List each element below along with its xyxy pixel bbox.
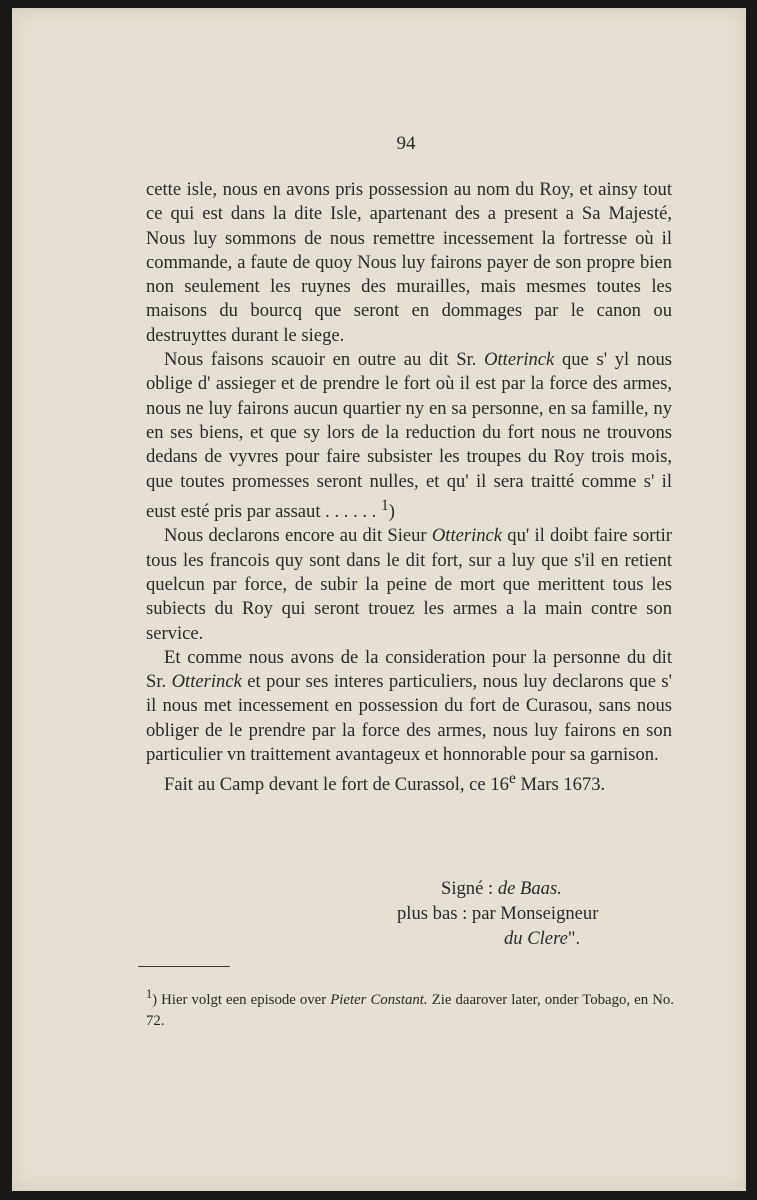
footnote-italic: Pieter Constant. [330,991,428,1008]
footnote-reference-paren: ) [388,501,395,523]
text-segment: cette isle, nous en avons pris possession au nom du Roy, et ainsy tout ce qui est dans la dite Isle, apartenant des a present a Sa Majesté, Nous luy sommons de nous remettre incessement la fortresse où il commande, a faute de quoy Nous luy fairons payer de son propre bien non seulement les ruynes des murailles, mais mesmes toutes les maisons du bourcq que seront en dommages par le canon ou destruyttes durant le siege. [146,179,672,346]
signed-label: Signé : [441,878,498,899]
footnote-marker-paren: ) [152,991,158,1008]
text-segment: Nous declarons encore au dit Sieur [164,525,432,547]
paragraph-2 [146,348,672,524]
paragraph-1 [146,178,672,348]
closing-quote: ". [567,928,581,949]
signature-line-1 [441,878,562,900]
footnote [146,984,674,1032]
paragraph-4 [146,646,672,767]
text-segment: Nous faisons scauoir en outre au dit Sr. [164,349,485,371]
signature-line-2: plus bas : par Monseigneur [397,903,599,924]
italic-name: Otterinck [171,671,242,693]
superscript-e: e [508,770,516,788]
paragraph-3 [146,524,672,645]
text-segment: qu' il doibt faire sortir tous les francois quy sont dans le dit fort, sur a luy que s'il en retient quelcun par force, de subir la peine de mort que merittent tous les subiects du Roy qui seront trouez les armes a la main contre son service. [146,525,672,644]
body-text [146,178,672,798]
footnote-reference: 1 [380,496,389,514]
footnote-text: Hier volgt een episode over [157,991,331,1008]
page-number: 94 [396,133,416,154]
italic-name: Otterinck [431,525,503,547]
signature-line-3 [504,928,580,950]
text-segment: que s' yl nous oblige d' assieger et de prendre le fort où il est par la force des armes, nous ne luy fairons aucun quartier ny en sa personne, en sa famille, ny en ses biens, et que sy lors de la reduction du fort nous ne trouvons dedans de vyvres pour faire subsister les troupes du Roy trois mois, que toutes promesses seront nulles, et qu' il sera traitté comme s' il eust esté pris par assaut . . . . . . [146,349,672,523]
text-segment: Et comme nous avons de la consideration pour la personne du dit Sr. [146,646,672,693]
footnote-marker: 1 [146,987,153,1001]
paragraph-5 [146,767,672,797]
text-segment: Fait au Camp devant le fort de Curassol, ce 16 [164,774,509,796]
footnote-text: Zie daarover later, onder Tobago, en No. 72. [146,991,674,1029]
secretary-name: du Clere [504,928,568,949]
footnote-divider [138,966,230,967]
italic-name: Otterinck [484,349,555,371]
text-segment: et pour ses interes particuliers, nous luy declarons que s' il nous met incessement en possession du fort de Curasou, sans nous obliger de le prendre par la force des armes, nous luy fairons en son particulier vn traittement avantageux et honnorable pour sa garnison. [146,671,672,766]
text-segment: Mars 1673. [515,774,606,796]
signer-name: de Baas. [497,878,562,899]
